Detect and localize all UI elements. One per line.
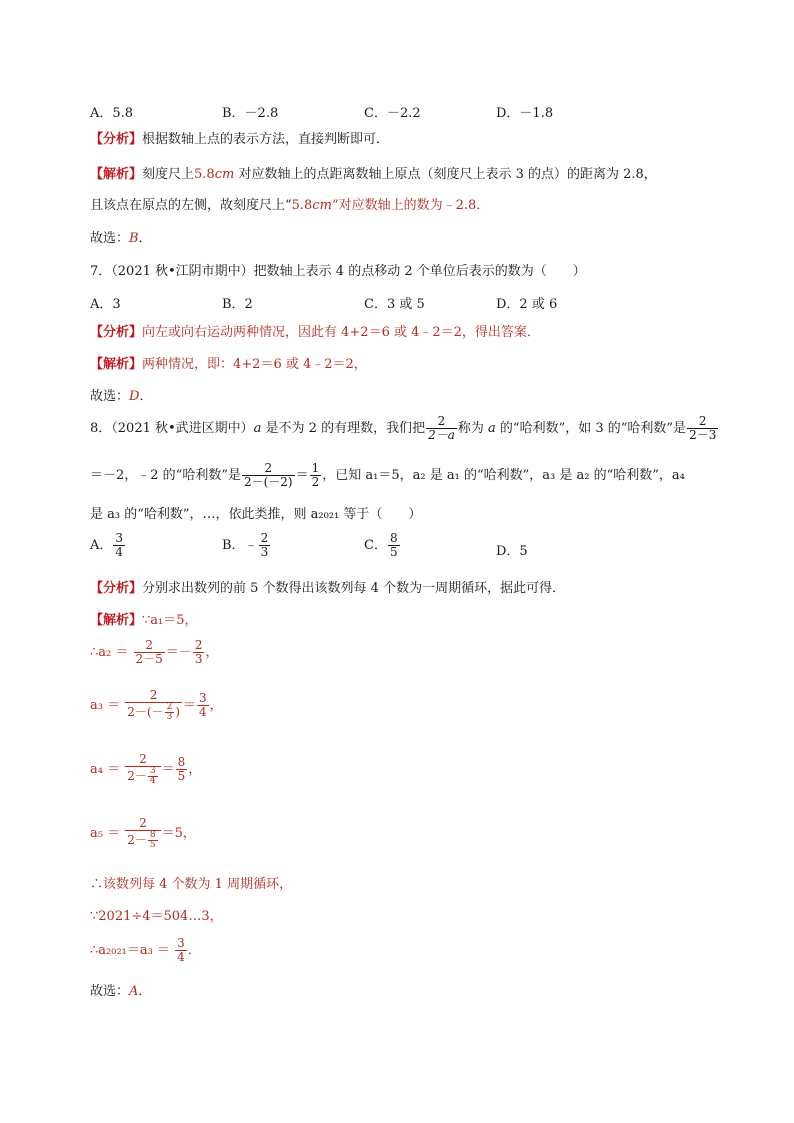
fraction-example1 [687, 415, 718, 442]
nested-fraction [148, 831, 158, 850]
solution-text: 两种情况，即：4+2＝6 或 4﹣2＝2， [142, 357, 367, 372]
text: 8．（2021 秋•武进区期中） [90, 421, 254, 436]
nested-fraction [148, 767, 158, 786]
solution-tag: 【解析】 [90, 357, 143, 372]
text: ， [205, 645, 219, 660]
numerator: 2 [437, 414, 446, 428]
q8-cycle: ∴该数列每 4 个数为 1 周期循环， [90, 877, 293, 892]
text: 是不为 2 的有理数，我们把 [261, 421, 426, 436]
a3-line [90, 686, 223, 726]
var-a: a [253, 421, 262, 436]
q7-solution [90, 356, 367, 374]
text: ＝－ [165, 645, 192, 660]
solution-tag: 【解析】 [90, 167, 143, 182]
denominator [125, 830, 160, 850]
q7-analysis [90, 324, 540, 342]
text: a₃ ＝ [90, 698, 121, 713]
q6-analysis [90, 131, 389, 149]
numerator: 1 [311, 461, 320, 475]
q7-option-d: D．2 或 6 [496, 297, 558, 312]
numerator: 2 [166, 702, 173, 712]
numerator: 2 [145, 638, 153, 652]
a2-line [90, 636, 218, 670]
q8-stem-line2 [90, 462, 685, 490]
denominator: 2－3 [689, 428, 717, 442]
denominator: 5 [149, 840, 156, 850]
q7-stem: 7．（2021 秋•江阴市期中）把数轴上表示 4 的点移动 2 个单位后表示的数为（ ） [90, 264, 586, 279]
option-label: A． [90, 538, 113, 553]
denominator: 3 [166, 712, 173, 722]
fraction [197, 692, 209, 719]
q8-solution-first [90, 612, 198, 630]
numerator: 3 [177, 936, 185, 950]
text: ＝5， [161, 826, 196, 841]
analysis-text: 分别求出数列的前 5 个数得出该数列每 4 个数为一周期循环，据此可得． [142, 581, 566, 596]
q8-analysis [90, 580, 565, 598]
denominator: 4 [199, 705, 207, 719]
denominator: 4 [149, 776, 156, 786]
denominator: 4 [177, 950, 185, 964]
denominator: 2－a [428, 428, 455, 442]
denominator: 4 [115, 545, 124, 559]
text: ． [187, 943, 201, 958]
q6-option-a: A．5.8 [90, 106, 134, 121]
solution-tag: 【解析】 [90, 613, 143, 628]
text: 的“哈利数”，如 3 的“哈利数”是 [495, 421, 687, 436]
text: 2－ [127, 833, 147, 847]
denominator: 2－(－2) [243, 475, 293, 489]
option-label: B．﹣ [222, 538, 258, 553]
text: cm [312, 198, 332, 213]
numerator: 8 [149, 830, 156, 840]
q8-stem-line3: 是 a₃ 的“哈利数”，…，依此类推，则 a₂₀₂₁ 等于（ ） [90, 507, 422, 522]
q6-solution-line1 [90, 166, 657, 184]
answer-label: 故选： [90, 231, 130, 246]
fraction [193, 639, 205, 666]
numerator: 2 [139, 816, 147, 830]
text: ， [188, 762, 202, 777]
denominator: 3 [260, 545, 269, 559]
text: 且该点在原点的左侧，故刻度尺上“ [90, 198, 292, 213]
q6-option-b: B．－2.8 [222, 106, 279, 121]
q7-option-a: A．3 [90, 297, 121, 312]
fraction-example2 [242, 462, 295, 489]
text: ) [175, 705, 180, 719]
q8-option-a [90, 532, 126, 560]
numerator: 8 [389, 531, 398, 545]
numerator: 3 [199, 691, 207, 705]
numerator: 2 [260, 531, 269, 545]
q8-conclusion [90, 934, 201, 968]
text: 5.8 [291, 198, 313, 213]
q8-because: ∵2021÷4＝504…3， [90, 909, 223, 924]
text: ＝ [161, 762, 175, 777]
fraction-definition [426, 415, 457, 442]
option-fraction [113, 532, 125, 559]
analysis-tag: 【分析】 [90, 325, 143, 340]
text: ， [209, 698, 223, 713]
text: 刻度尺上 [142, 167, 195, 182]
q6-answer [90, 230, 152, 248]
a5-line [90, 812, 196, 856]
answer-value: D [129, 389, 140, 404]
denominator: 3 [194, 652, 203, 666]
text: ∴a₂₀₂₁＝a₃ ＝ [90, 943, 170, 958]
text: a₄ ＝ [90, 762, 121, 777]
answer-label: 故选： [90, 984, 130, 999]
denominator: 5 [177, 769, 186, 783]
text: ，已知 a₁＝5，a₂ 是 a₁ 的“哈利数”，a₃ 是 a₂ 的“哈利数”，a₄ [322, 468, 685, 483]
text: 2－(－ [127, 705, 164, 719]
fraction [125, 753, 160, 786]
q8-option-b [222, 532, 271, 560]
text: ＝－2，﹣2 的“哈利数”是 [90, 468, 241, 483]
fraction [176, 756, 188, 783]
q8-answer [90, 983, 151, 1001]
text: 2－ [127, 769, 147, 783]
fraction [125, 817, 160, 850]
fraction [134, 639, 165, 666]
fraction [125, 689, 182, 722]
text: ”对应数轴上的数为﹣2.8． [331, 198, 490, 213]
q6-option-c: C．－2.2 [364, 106, 421, 121]
denominator [125, 766, 160, 786]
numerator: 8 [177, 755, 186, 769]
nested-fraction [165, 703, 175, 722]
numerator: 2 [139, 752, 147, 766]
option-fraction [388, 532, 400, 559]
answer-value: A [129, 984, 139, 999]
text: ． [138, 231, 152, 246]
a4-line [90, 748, 201, 792]
text: 对应数轴上的点距离数轴上原点（刻度尺上表示 3 的点）的距离为 2.8， [234, 167, 657, 182]
text: ∵a₁＝5， [142, 613, 198, 628]
text: ＝ [295, 468, 309, 483]
numerator: 3 [149, 766, 156, 776]
q7-option-b: B．2 [222, 297, 253, 312]
text: ＝ [183, 698, 197, 713]
numerator: 2 [149, 688, 158, 702]
q8-option-c [364, 532, 401, 560]
text: a₅ ＝ [90, 826, 121, 841]
analysis-tag: 【分析】 [90, 581, 143, 596]
text: ． [138, 984, 152, 999]
text: ． [139, 389, 153, 404]
answer-value: B [129, 231, 139, 246]
text: 称为 [457, 421, 489, 436]
q8-option-d: D．5 [496, 544, 528, 559]
analysis-tag: 【分析】 [90, 132, 143, 147]
denominator: 2－5 [135, 652, 163, 666]
option-fraction [259, 532, 271, 559]
numerator: 2 [194, 638, 203, 652]
option-label: C． [364, 538, 387, 553]
fraction [175, 937, 187, 964]
q7-answer [90, 388, 152, 406]
numerator: 2 [264, 461, 273, 475]
q8-stem-line1 [90, 415, 719, 443]
denominator [125, 702, 182, 722]
analysis-text: 根据数轴上点的表示方法，直接判断即可． [142, 132, 390, 147]
q6-solution-line2 [90, 197, 489, 215]
denominator: 2 [311, 475, 320, 489]
text: ∴a₂ ＝ [90, 645, 129, 660]
numerator: 2 [698, 414, 707, 428]
denominator: 5 [389, 545, 398, 559]
analysis-text: 向左或向右运动两种情况，因此有 4+2＝6 或 4﹣2＝2，得出答案． [142, 325, 540, 340]
fraction-half [310, 462, 322, 489]
q6-option-d: D．－1.8 [496, 106, 554, 121]
answer-label: 故选： [90, 389, 130, 404]
numerator: 3 [115, 531, 124, 545]
q7-option-c: C．3 或 5 [364, 297, 425, 312]
text: 5.8 [194, 167, 215, 182]
var-a: a [488, 421, 496, 436]
text: cm [214, 167, 235, 182]
